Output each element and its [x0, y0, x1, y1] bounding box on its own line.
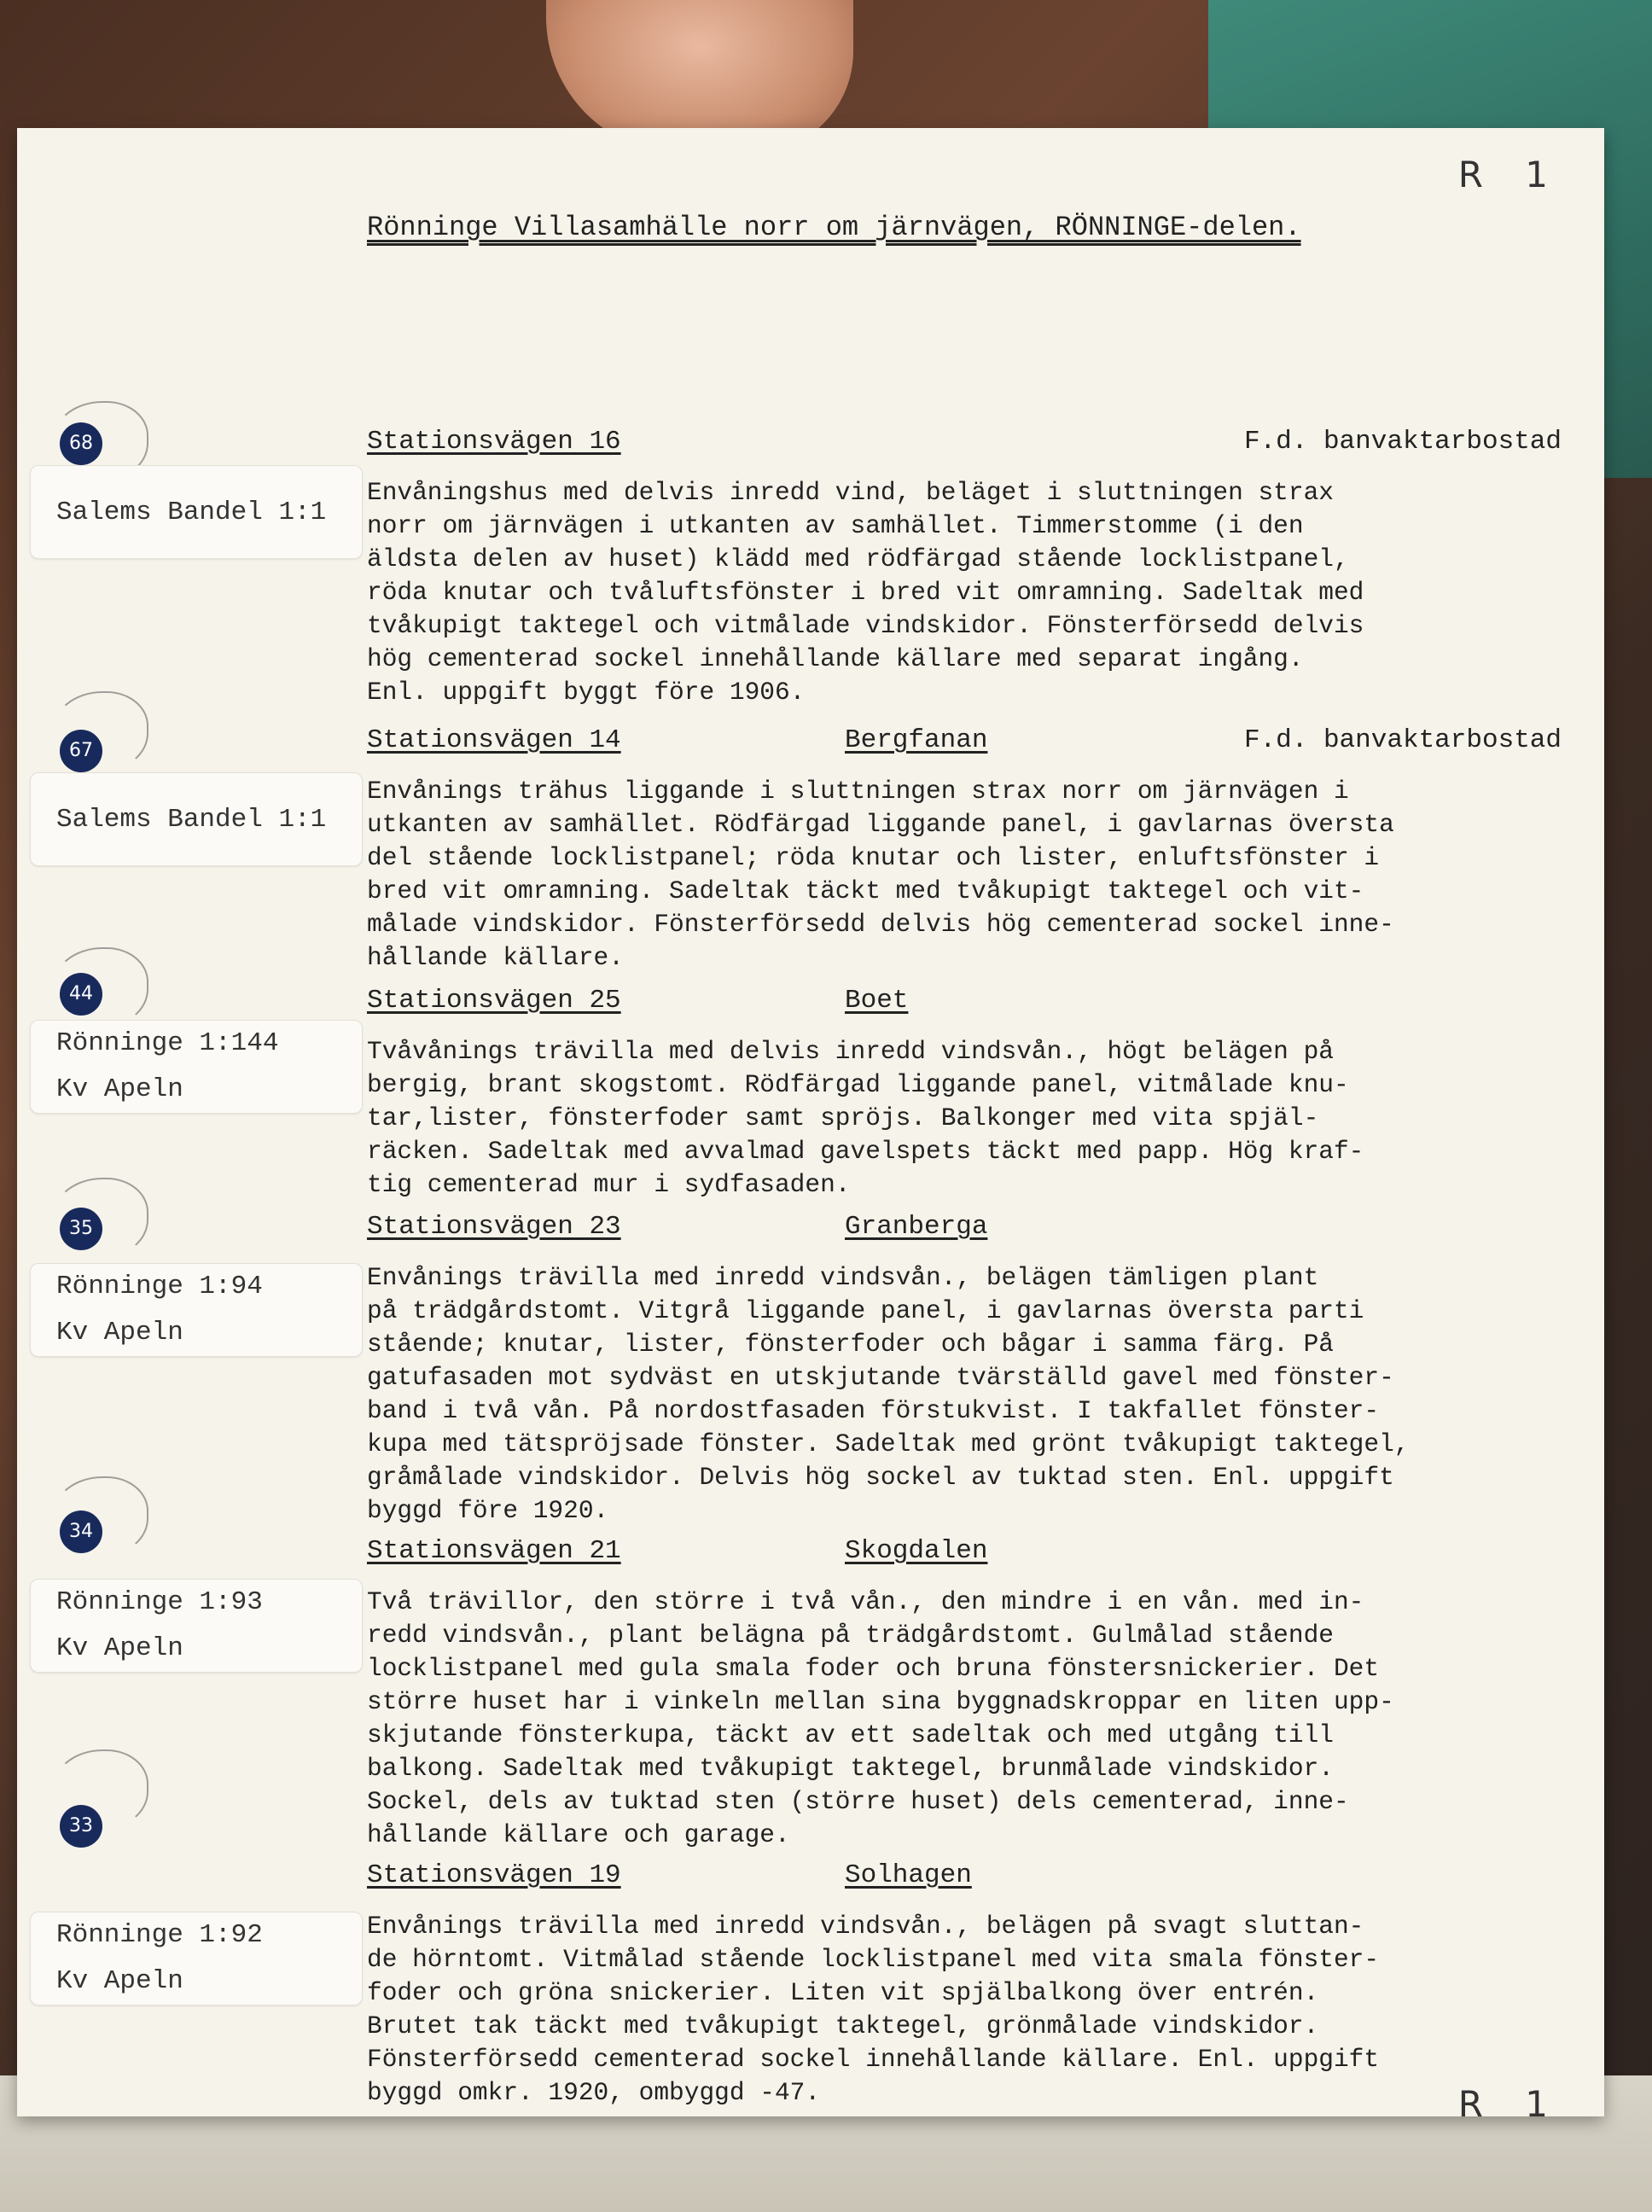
entry-heading	[367, 1536, 1562, 1575]
description-line: del stående locklistpanel; röda knutar och lister, enluftsfönster i	[367, 843, 1380, 872]
property-label	[30, 772, 363, 866]
entry-house-name: Solhagen	[845, 1860, 972, 1890]
description-line: band i två vån. På nordostfasaden förstukvist. I takfallet fönster-	[367, 1396, 1380, 1425]
entry-address: Stationsvägen 19	[367, 1860, 621, 1890]
description-line: redd vindsvån., plant belägna på trädgårdstomt. Gulmålad stående	[367, 1621, 1334, 1650]
property-label-line: Salems Bandel 1:1	[56, 805, 327, 835]
entry-house-name: Granberga	[845, 1212, 988, 1242]
entry-address: Stationsvägen 14	[367, 725, 621, 755]
entry	[367, 725, 1562, 975]
entry-heading	[367, 986, 1562, 1025]
description-line: tig cementerad mur i sydfasaden.	[367, 1170, 851, 1199]
description-line: hög cementerad sockel innehållande källare med separat ingång.	[367, 644, 1304, 673]
description-line: Sockel, dels av tuktad sten (större huset) dels cementerad, inne-	[367, 1787, 1349, 1816]
description-line: röda knutar och tvåluftsfönster i bred vit omramning. Sadeltak med	[367, 578, 1364, 607]
entry-house-name: Bergfanan	[845, 725, 988, 755]
description-line: bergig, brant skogstomt. Rödfärgad liggande panel, vitmålade knu-	[367, 1070, 1349, 1099]
entry-address: Stationsvägen 16	[367, 427, 621, 457]
description-line: Fönsterförsedd cementerad sockel innehållande källare. Enl. uppgift	[367, 2045, 1380, 2074]
entry-heading	[367, 1860, 1562, 1900]
description-line: äldsta delen av huset) klädd med rödfärgad stående locklistpanel,	[367, 544, 1349, 573]
description-line: tvåkupigt taktegel och vitmålade vindskidor. Fönsterförsedd delvis	[367, 611, 1364, 640]
entry	[367, 1212, 1562, 1528]
description-line: Envånings trähus liggande i sluttningen strax norr om järnvägen i	[367, 777, 1349, 806]
property-label-line: Rönninge 1:93	[56, 1587, 263, 1617]
description-line: Envånings trävilla med inredd vindsvån., belägen på svagt sluttan-	[367, 1912, 1364, 1941]
description-line: målade vindskidor. Fönsterförsedd delvis hög cementerad sockel inne-	[367, 910, 1394, 939]
description-line: utkanten av samhället. Rödfärgad liggande panel, i gavlarnas översta	[367, 810, 1394, 839]
entry-house-name: Boet	[845, 986, 909, 1016]
description-line: stående; knutar, lister, fönsterfoder och bågar i samma färg. På	[367, 1330, 1334, 1359]
entry-heading	[367, 725, 1562, 765]
property-label	[30, 1579, 363, 1673]
entry-address: Stationsvägen 21	[367, 1536, 621, 1566]
entry	[367, 427, 1562, 709]
entry-heading	[367, 1212, 1562, 1251]
description-line: skjutande fönsterkupa, täckt av ett sadeltak och med utgång till	[367, 1720, 1334, 1749]
property-label	[30, 1912, 363, 2005]
description-line: hållande källare.	[367, 943, 624, 972]
property-label	[30, 465, 363, 559]
number-sticker: 35	[60, 1208, 102, 1250]
property-label-line: Rönninge 1:94	[56, 1272, 263, 1301]
property-label-line: Salems Bandel 1:1	[56, 498, 327, 527]
description-line: Två trävillor, den större i två vån., den mindre i en vån. med in-	[367, 1587, 1364, 1616]
page-mark-bottom: R 1	[1457, 2083, 1563, 2125]
description-line: Envånings trävilla med inredd vindsvån., belägen tämligen plant	[367, 1263, 1319, 1292]
entry-note: F.d. banvaktarbostad	[1243, 725, 1562, 755]
entry-note: F.d. banvaktarbostad	[1243, 427, 1562, 457]
description-line: större huset har i vinkeln mellan sina byggnadskroppar en liten upp-	[367, 1687, 1394, 1716]
description-line: gatufasaden mot sydväst en utskjutande tvärställd gavel med fönster-	[367, 1363, 1394, 1392]
entry-address: Stationsvägen 23	[367, 1212, 621, 1242]
document-title: Rönninge Villasamhälle norr om järnvägen, RÖNNINGE-delen.	[367, 212, 1301, 243]
entry-description	[367, 775, 1562, 975]
entry-description	[367, 1035, 1562, 1202]
property-label-line: Kv Apeln	[56, 1074, 183, 1104]
description-line: kupa med tätspröjsade fönster. Sadeltak med grönt tvåkupigt taktegel,	[367, 1429, 1410, 1458]
number-sticker: 44	[60, 973, 102, 1016]
description-line: byggd omkr. 1920, ombyggd -47.	[367, 2078, 821, 2107]
description-line: locklistpanel med gula smala foder och bruna fönstersnickerier. Det	[367, 1654, 1380, 1683]
entry	[367, 1536, 1562, 1852]
entry-address: Stationsvägen 25	[367, 986, 621, 1016]
description-line: tar,lister, fönsterfoder samt spröjs. Balkonger med vita spjäl-	[367, 1103, 1319, 1132]
description-line: bred vit omramning. Sadeltak täckt med tvåkupigt taktegel och vit-	[367, 876, 1364, 905]
description-line: de hörntomt. Vitmålad stående locklistpanel med vita smala fönster-	[367, 1945, 1380, 1974]
number-sticker: 67	[60, 730, 102, 772]
entry	[367, 986, 1562, 1202]
description-line: Tvåvånings trävilla med delvis inredd vindsvån., högt belägen på	[367, 1037, 1334, 1066]
description-line: balkong. Sadeltak med tvåkupigt taktegel, brunmålade vindskidor.	[367, 1754, 1334, 1783]
entry-description	[367, 1910, 1562, 2110]
description-line: byggd före 1920.	[367, 1496, 609, 1525]
description-line: Envåningshus med delvis inredd vind, beläget i sluttningen strax	[367, 478, 1334, 507]
description-line: hållande källare och garage.	[367, 1820, 790, 1849]
description-line: gråmålade vindskidor. Delvis hög sockel av tuktad sten. Enl. uppgift	[367, 1463, 1394, 1492]
description-line: Enl. uppgift byggt före 1906.	[367, 678, 806, 707]
number-sticker: 33	[60, 1805, 102, 1848]
entry-heading	[367, 427, 1562, 466]
description-line: räcken. Sadeltak med avvalmad gavelspets täckt med papp. Hög kraf-	[367, 1137, 1364, 1166]
entry-description	[367, 1261, 1562, 1528]
property-label-line: Kv Apeln	[56, 1966, 183, 1996]
entry	[367, 1860, 1562, 2110]
property-label-line: Kv Apeln	[56, 1318, 183, 1348]
description-line: foder och gröna snickerier. Liten vit spjälbalkong över entrén.	[367, 1978, 1319, 2007]
entry-description	[367, 1586, 1562, 1852]
description-line: Brutet tak täckt med tvåkupigt taktegel, grönmålade vindskidor.	[367, 2011, 1319, 2040]
property-label-line: Rönninge 1:92	[56, 1920, 263, 1950]
entry-house-name: Skogdalen	[845, 1536, 988, 1566]
property-label	[30, 1020, 363, 1114]
number-sticker: 68	[60, 422, 102, 465]
property-label-line: Rönninge 1:144	[56, 1028, 279, 1058]
number-sticker: 34	[60, 1511, 102, 1553]
entry-description	[367, 476, 1562, 709]
description-line: norr om järnvägen i utkanten av samhället. Timmerstomme (i den	[367, 511, 1304, 540]
description-line: på trädgårdstomt. Vitgrå liggande panel, i gavlarnas översta parti	[367, 1296, 1364, 1325]
property-label-line: Kv Apeln	[56, 1633, 183, 1663]
page-mark-top: R 1	[1457, 154, 1563, 195]
property-label	[30, 1263, 363, 1357]
